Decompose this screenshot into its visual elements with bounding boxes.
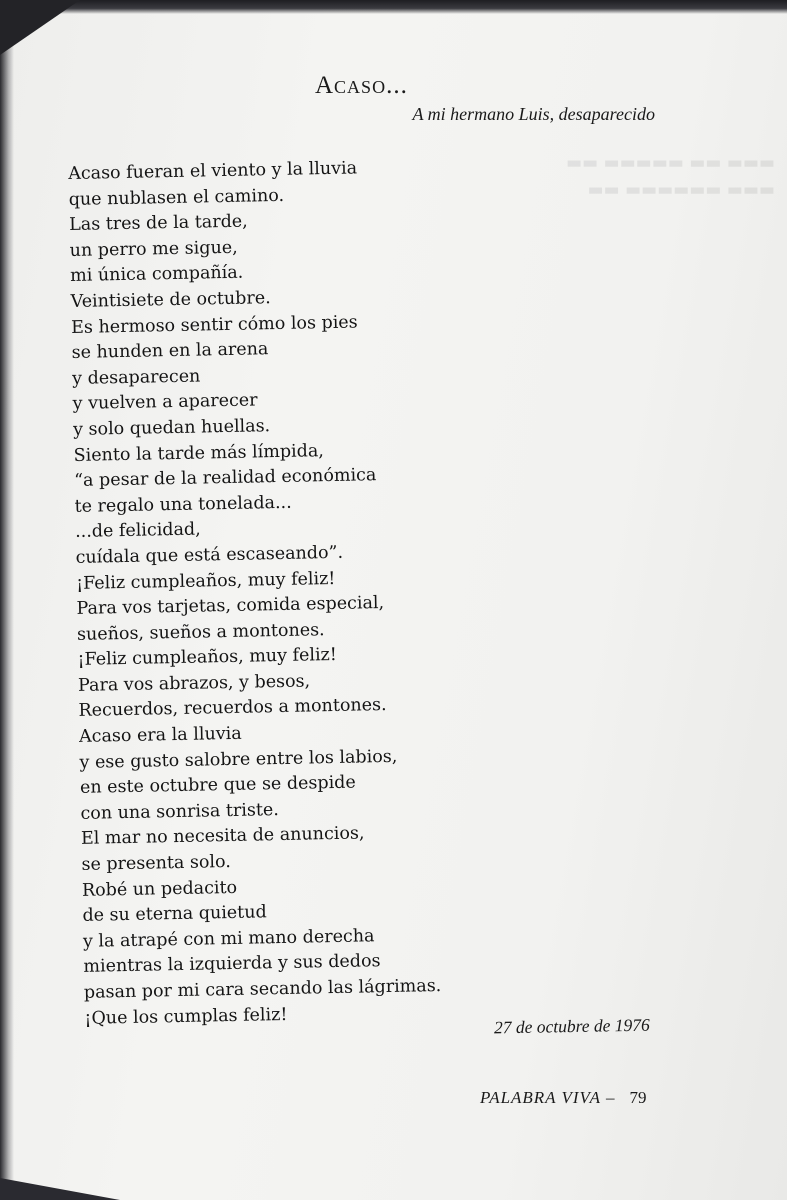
poem-line: mientras la izquierda y sus dedos: [83, 951, 381, 978]
scan-left-edge: [0, 0, 14, 1200]
poem-line: y desaparecen: [71, 366, 201, 389]
poem-dedication: A mi hermano Luis, desaparecido: [412, 104, 655, 124]
poem-line: Siento la tarde más límpida,: [73, 440, 325, 466]
poem-line: Recuerdos, recuerdos a montones.: [78, 695, 387, 722]
page-footer: [480, 1088, 647, 1108]
poem-line: de su eterna quietud: [82, 902, 267, 927]
poem-line: Veintisiete de octubre.: [70, 288, 271, 312]
publication-name: PALABRA VIVA –: [480, 1088, 616, 1107]
poem-line: con una sonrisa triste.: [80, 799, 280, 824]
scan-corner-bottom-left: [0, 1178, 120, 1200]
poem-line: te regalo una tonelada...: [74, 492, 292, 517]
poem-line: El mar no necesita de anuncios,: [80, 823, 365, 850]
poem-line: y ese gusto salobre entre los labios,: [79, 746, 398, 773]
poem-date: 27 de octubre de 1976: [493, 1014, 650, 1038]
poem-line: se presenta solo.: [81, 852, 232, 875]
poem-line: ¡Que los cumplas feliz!: [84, 1004, 288, 1029]
poem-line: Robé un pedacito: [81, 877, 238, 901]
poem-line: y solo quedan huellas.: [72, 416, 271, 440]
poem-line: se hunden en la arena: [71, 339, 269, 364]
poem-line: cuídala que está escaseando”.: [75, 542, 344, 568]
poem-line: ...de felicidad,: [74, 519, 201, 543]
poem-line: sueños, sueños a montones.: [76, 619, 325, 645]
scan-corner-top-left: [0, 0, 80, 55]
poem-line: “a pesar de la realidad económica: [73, 465, 377, 492]
poem-line: y vuelven a aparecer: [72, 390, 258, 415]
poem-line: Acaso fueran el viento y la lluvia: [68, 158, 358, 184]
poem-line: mi única compañía.: [70, 263, 244, 287]
poem-line: y la atrapé con mi mano derecha: [82, 926, 375, 952]
poem-line: Para vos abrazos, y besos,: [77, 671, 311, 696]
poem-line: Las tres de la tarde,: [69, 211, 248, 236]
page-number: 79: [629, 1088, 647, 1107]
show-through-text: ▬▬▬ ▬▬ ▬▬▬▬▬ ▬▬ ▬▬▬ ▬▬▬▬▬▬ ▬▬: [566, 153, 775, 200]
poem-line: Acaso era la lluvia: [78, 723, 242, 747]
poem-title: Acaso...: [315, 72, 408, 99]
poem-line: Para vos tarjetas, comida especial,: [76, 593, 385, 620]
poem-line: pasan por mi cara secando las lágrimas.: [83, 975, 442, 1003]
poem-line: Es hermoso sentir cómo los pies: [70, 312, 358, 338]
poem-line: ¡Feliz cumpleaños, muy feliz!: [75, 568, 336, 594]
poem-line: un perro me sigue,: [69, 237, 238, 261]
poem-line: que nublasen el camino.: [68, 185, 285, 210]
scan-top-edge: [0, 0, 787, 14]
poem-line: en este octubre que se despide: [79, 772, 356, 799]
poem-line: ¡Feliz cumpleaños, muy feliz!: [77, 645, 338, 671]
poem-body: [68, 155, 442, 1032]
